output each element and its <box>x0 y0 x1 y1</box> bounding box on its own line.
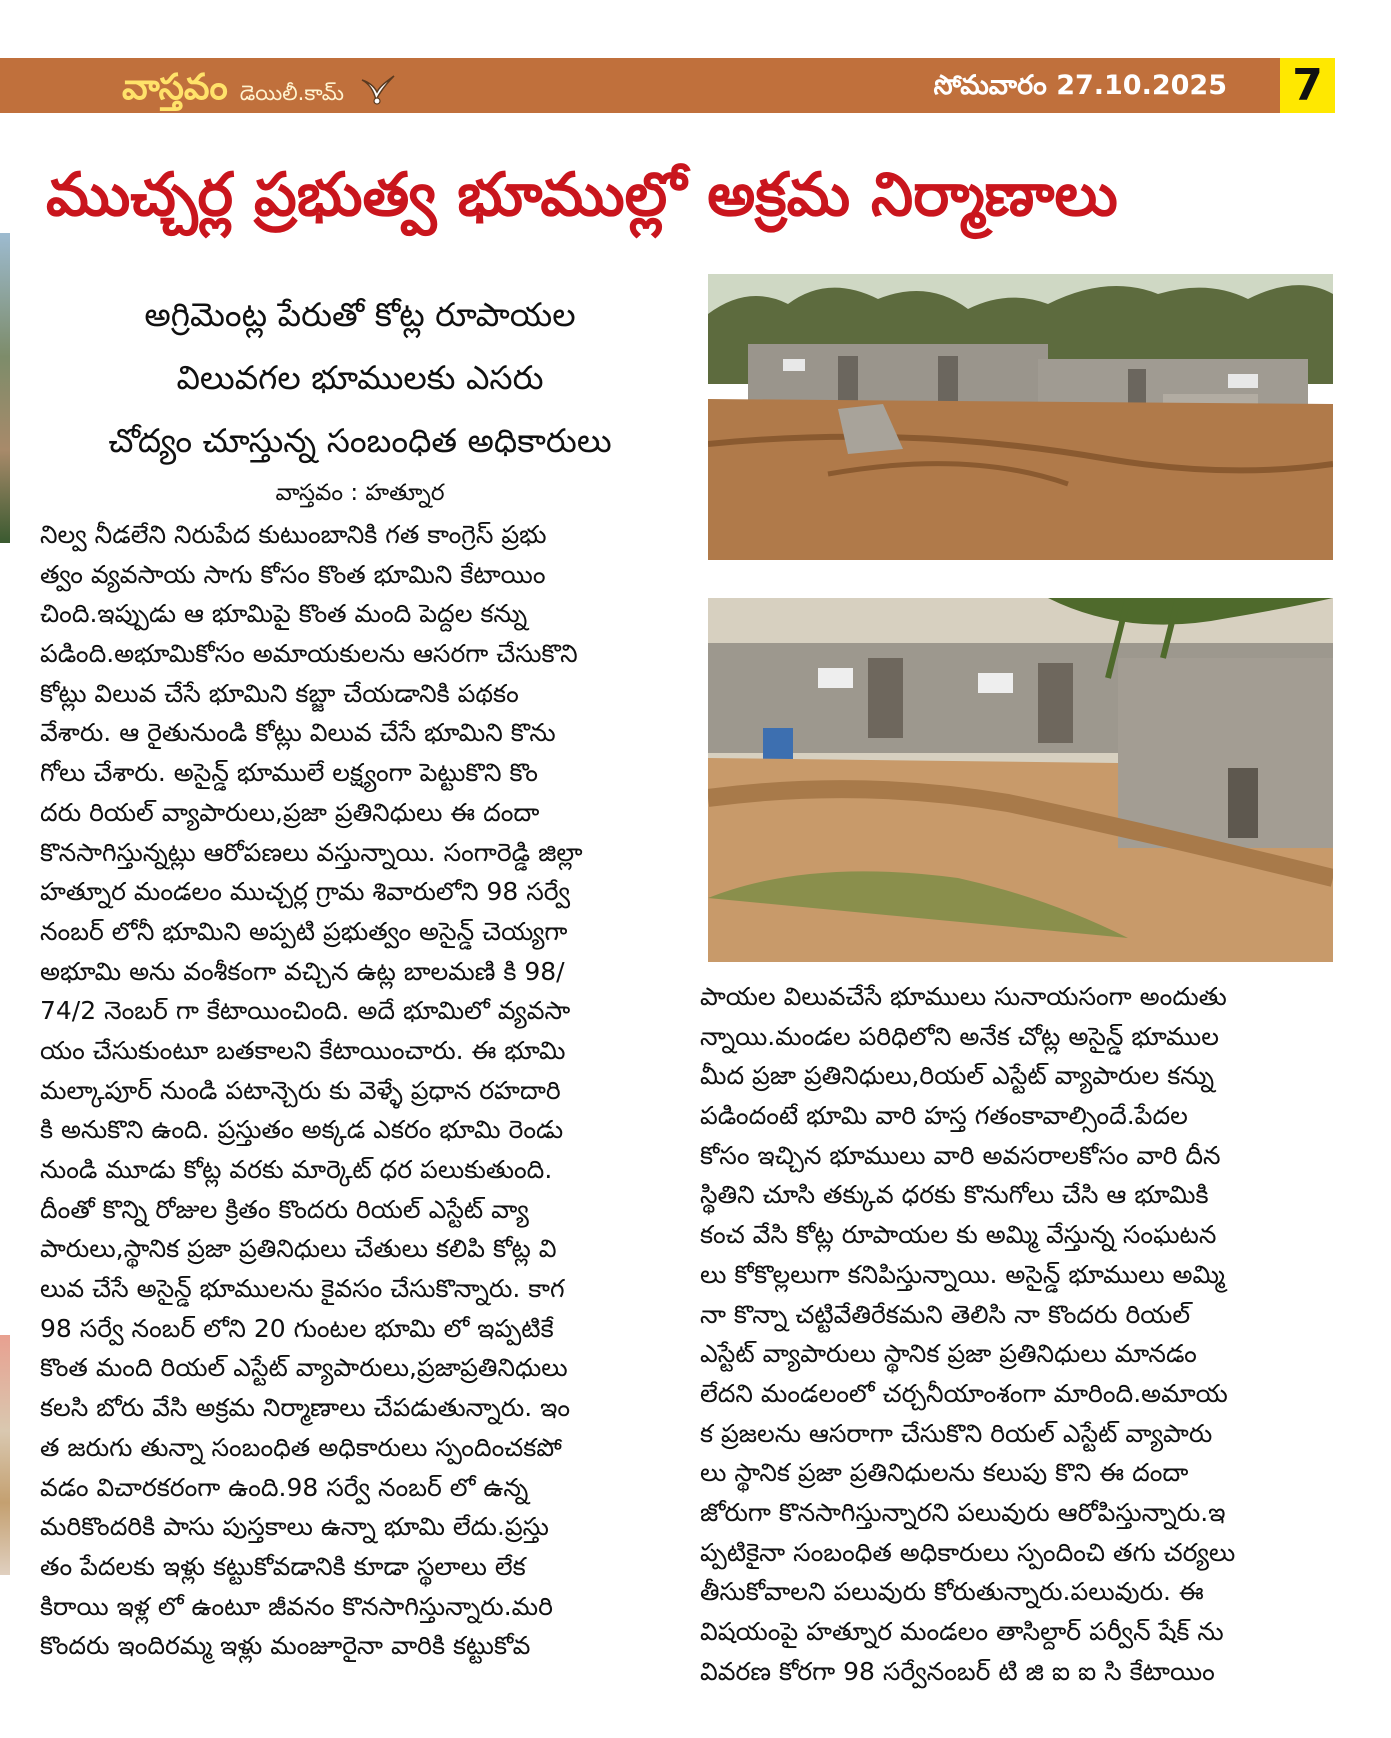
body-text-line: నా కొన్నా చట్టివేతిరేకమని తెలిసి నా కొందరు రియల్ <box>700 1299 1191 1329</box>
body-text-line: వివరణ కోరగా 98 సర్వేనంబర్ టి జి ఐ ఐ సి కేటాయిం <box>700 1656 1215 1686</box>
body-text-line: నిల్వ నీడలేని నిరుపేద కుటుంబానికి గత కాంగ్రెస్ ప్రభు <box>40 520 547 549</box>
adjacent-ad-edge <box>0 1335 10 1575</box>
body-text-line: నుండి మూడు కోట్ల వరకు మార్కెట్ ధర పలుకుతుంది. <box>40 1155 553 1184</box>
body-text-line: కొనసాగిస్తున్నట్లు ఆరోపణలు వస్తున్నాయి. సంగారెడ్డి జిల్లా <box>40 837 583 867</box>
body-text-line: మరికొందరికి పాసు పుస్తకాలు ఉన్నా భూమి లేదు.ప్రస్తు <box>40 1512 549 1542</box>
body-text-line: పాయల విలువచేసే భూములు సునాయసంగా అందుతు <box>700 982 1227 1011</box>
body-text-line: అభూమి అను వంశీకంగా వచ్చిన ఉట్ల బాలమణి కి 98/ <box>40 956 565 986</box>
body-text-line: పడింది.అభూమికోసం అమాయకులను ఆసరగా చేసుకొని <box>40 639 578 669</box>
brand-name: వాస్తవం <box>122 67 228 108</box>
body-text-line: ఎస్టేట్ వ్యాపారులు స్థానిక ప్రజా ప్రతినిధులు మానడం <box>700 1339 1197 1369</box>
body-text-line: కలసి బోరు వేసి అక్రమ నిర్మాణాలు చేపడుతున్నారు. ఇం <box>40 1393 571 1423</box>
body-text-line: ప్పటికైనా సంబంధిత అధికారులు స్పందించి తగు చర్యలు <box>700 1537 1236 1567</box>
body-text-line: కంచ వేసి కోట్ల రూపాయల కు అమ్మి వేస్తున్న సంఘటన <box>700 1220 1217 1250</box>
body-text-line: పారులు,స్థానిక ప్రజా ప్రతినిధులు చేతులు కలిపి కోట్ల వి <box>40 1234 557 1264</box>
article-headline: ముచ్చర్ల ప్రభుత్వ భూముల్లో అక్రమ నిర్మాణాలు <box>46 160 1118 230</box>
body-text-line: తీసుకోవాలని పలువురు కోరుతున్నారు.పలువురు. ఈ <box>700 1577 1204 1607</box>
body-text-line: యం చేసుకుంటూ బతకాలని కేటాయించారు. ఈ భూమి <box>40 1035 566 1065</box>
subhead-line: విలువగల భూములకు ఎసరు <box>176 358 544 397</box>
body-text-line: జోరుగా కొనసాగిస్తున్నారని పలువురు ఆరోపిస్తున్నారు.ఇ <box>700 1497 1226 1527</box>
masthead-bar <box>0 58 1335 113</box>
body-text-line: క ప్రజలను ఆసరాగా చేసుకొని రియల్ ఎస్టేట్ వ్యాపారు <box>700 1418 1213 1448</box>
article-subheads <box>40 283 680 472</box>
body-text-line: త జరుగు తున్నా సంబంధిత అధికారులు స్పందించకపో <box>40 1432 562 1462</box>
body-text-line: కోసం ఇచ్చిన భూములు వారి అవసరాలకోసం వారి దీన <box>700 1140 1221 1170</box>
body-text-line: దరు రియల్ వ్యాపారులు,ప్రజా ప్రతినిధులు ఈ దందా <box>40 797 540 827</box>
body-text-line: 98 సర్వే నంబర్ లోని 20 గుంటల భూమి లో ఇప్పటికే <box>40 1313 554 1343</box>
adjacent-photo-edge <box>0 233 10 543</box>
body-text-line: కి అనుకొని ఉంది. ప్రస్తుతం అక్కడ ఎకరం భూమి రెండు <box>40 1115 564 1145</box>
body-text-line: దీంతో కొన్ని రోజుల క్రితం కొందరు రియల్ ఎస్టేట్ వ్యా <box>40 1194 529 1224</box>
article-body-left-column <box>40 515 680 1666</box>
brand-subtitle: డెయిలీ.కామ్ <box>239 81 345 105</box>
article-dateline: వాస్తవం : హత్నూర <box>275 480 445 506</box>
body-text-line: పడిందంటే భూమి వారి హస్త గతంకావాల్సిందే.పేదల <box>700 1101 1188 1131</box>
body-text-line: కొంత మంది రియల్ ఎస్టేట్ వ్యాపారులు,ప్రజాప్రతినిధులు <box>40 1353 568 1383</box>
body-text-line: మల్కాపూర్ నుండి పటాన్చెరు కు వెళ్ళే ప్రధాన రహదారి <box>40 1075 561 1105</box>
body-text-line: తం పేదలకు ఇళ్లు కట్టుకోవడానికి కూడా స్థలాలు లేక <box>40 1551 526 1581</box>
body-text-line: నంబర్ లోనీ భూమిని అప్పటి ప్రభుత్వం అసైన్డ్ చెయ్యగా <box>40 916 568 946</box>
body-text-line: న్నాయి.మండల పరిధిలోని అనేక చోట్ల అసైన్డ్ భూముల <box>700 1021 1219 1051</box>
page-number: 7 <box>1280 58 1335 113</box>
body-text-line: మీద ప్రజా ప్రతినిధులు,రియల్ ఎస్టేట్ వ్యాపారుల కన్ను <box>700 1061 1215 1091</box>
body-text-line: విషయంపై హత్నూర మండలం తాసిల్దార్ పర్వీన్ షేక్ ను <box>700 1617 1224 1646</box>
construction-site-photo-top <box>708 274 1333 560</box>
body-text-line: త్వం వ్యవసాయ సాగు కోసం కొంత భూమిని కేటాయిం <box>40 559 546 589</box>
bird-logo-icon <box>358 70 398 110</box>
body-text-line: లువ చేసే అసైన్డ్ భూములను కైవసం చేసుకొన్నారు. కాగ <box>40 1274 565 1304</box>
brand-logo <box>122 62 398 110</box>
construction-site-photo-bottom <box>708 598 1333 962</box>
body-text-line: చింది.ఇప్పుడు ఆ భూమిపై కొంత మంది పెద్దల కన్ను <box>40 599 528 629</box>
body-text-line: గోలు చేశారు. అసైన్డ్ భూములే లక్ష్యంగా పెట్టుకొని కొం <box>40 758 538 788</box>
body-text-line: లేదని మండలంలో చర్చనీయాంశంగా మారింది.అమాయ <box>700 1378 1228 1408</box>
body-text-line: వేశారు. ఆ రైతునుండి కోట్లు విలువ చేసే భూమిని కొను <box>40 718 556 748</box>
body-text-line: కోట్లు విలువ చేసే భూమిని కబ్జా చేయడానికి పథకం <box>40 678 519 708</box>
body-text-line: లు స్థానిక ప్రజా ప్రతినిధులను కలుపు కొని ఈ దందా <box>700 1458 1189 1488</box>
subhead-line: అగ్రిమెంట్ల పేరుతో కోట్ల రూపాయల <box>144 295 576 334</box>
body-text-line: వడం విచారకరంగా ఉంది.98 సర్వే నంబర్ లో ఉన్న <box>40 1472 529 1502</box>
article-body-right-column <box>700 977 1330 1691</box>
body-text-line: హత్నూర మండలం ముచ్చర్ల గ్రామ శివారులోని 98 సర్వే <box>40 877 571 907</box>
body-text-line: కిరాయి ఇళ్ల లో ఉంటూ జీవనం కొనసాగిస్తున్నారు.మరి <box>40 1591 553 1621</box>
subhead-line: చోద్యం చూస్తున్న సంబంధిత అధికారులు <box>108 421 612 460</box>
body-text-line: స్థితిని చూసి తక్కువ ధరకు కొనుగోలు చేసి ఆ భూమికి <box>700 1180 1209 1210</box>
body-text-line: కొందరు ఇందిరమ్మ ఇళ్లు మంజూరైనా వారికి కట్టుకోవ <box>40 1631 531 1661</box>
issue-date: సోమవారం 27.10.2025 <box>933 70 1227 101</box>
body-text-line: 74/2 నెంబర్ గా కేటాయించింది. అదే భూమిలో వ్యవసా <box>40 996 571 1026</box>
body-text-line: లు కోకొల్లలుగా కనిపిస్తున్నాయి. అసైన్డ్ భూములు అమ్మి <box>700 1259 1225 1289</box>
